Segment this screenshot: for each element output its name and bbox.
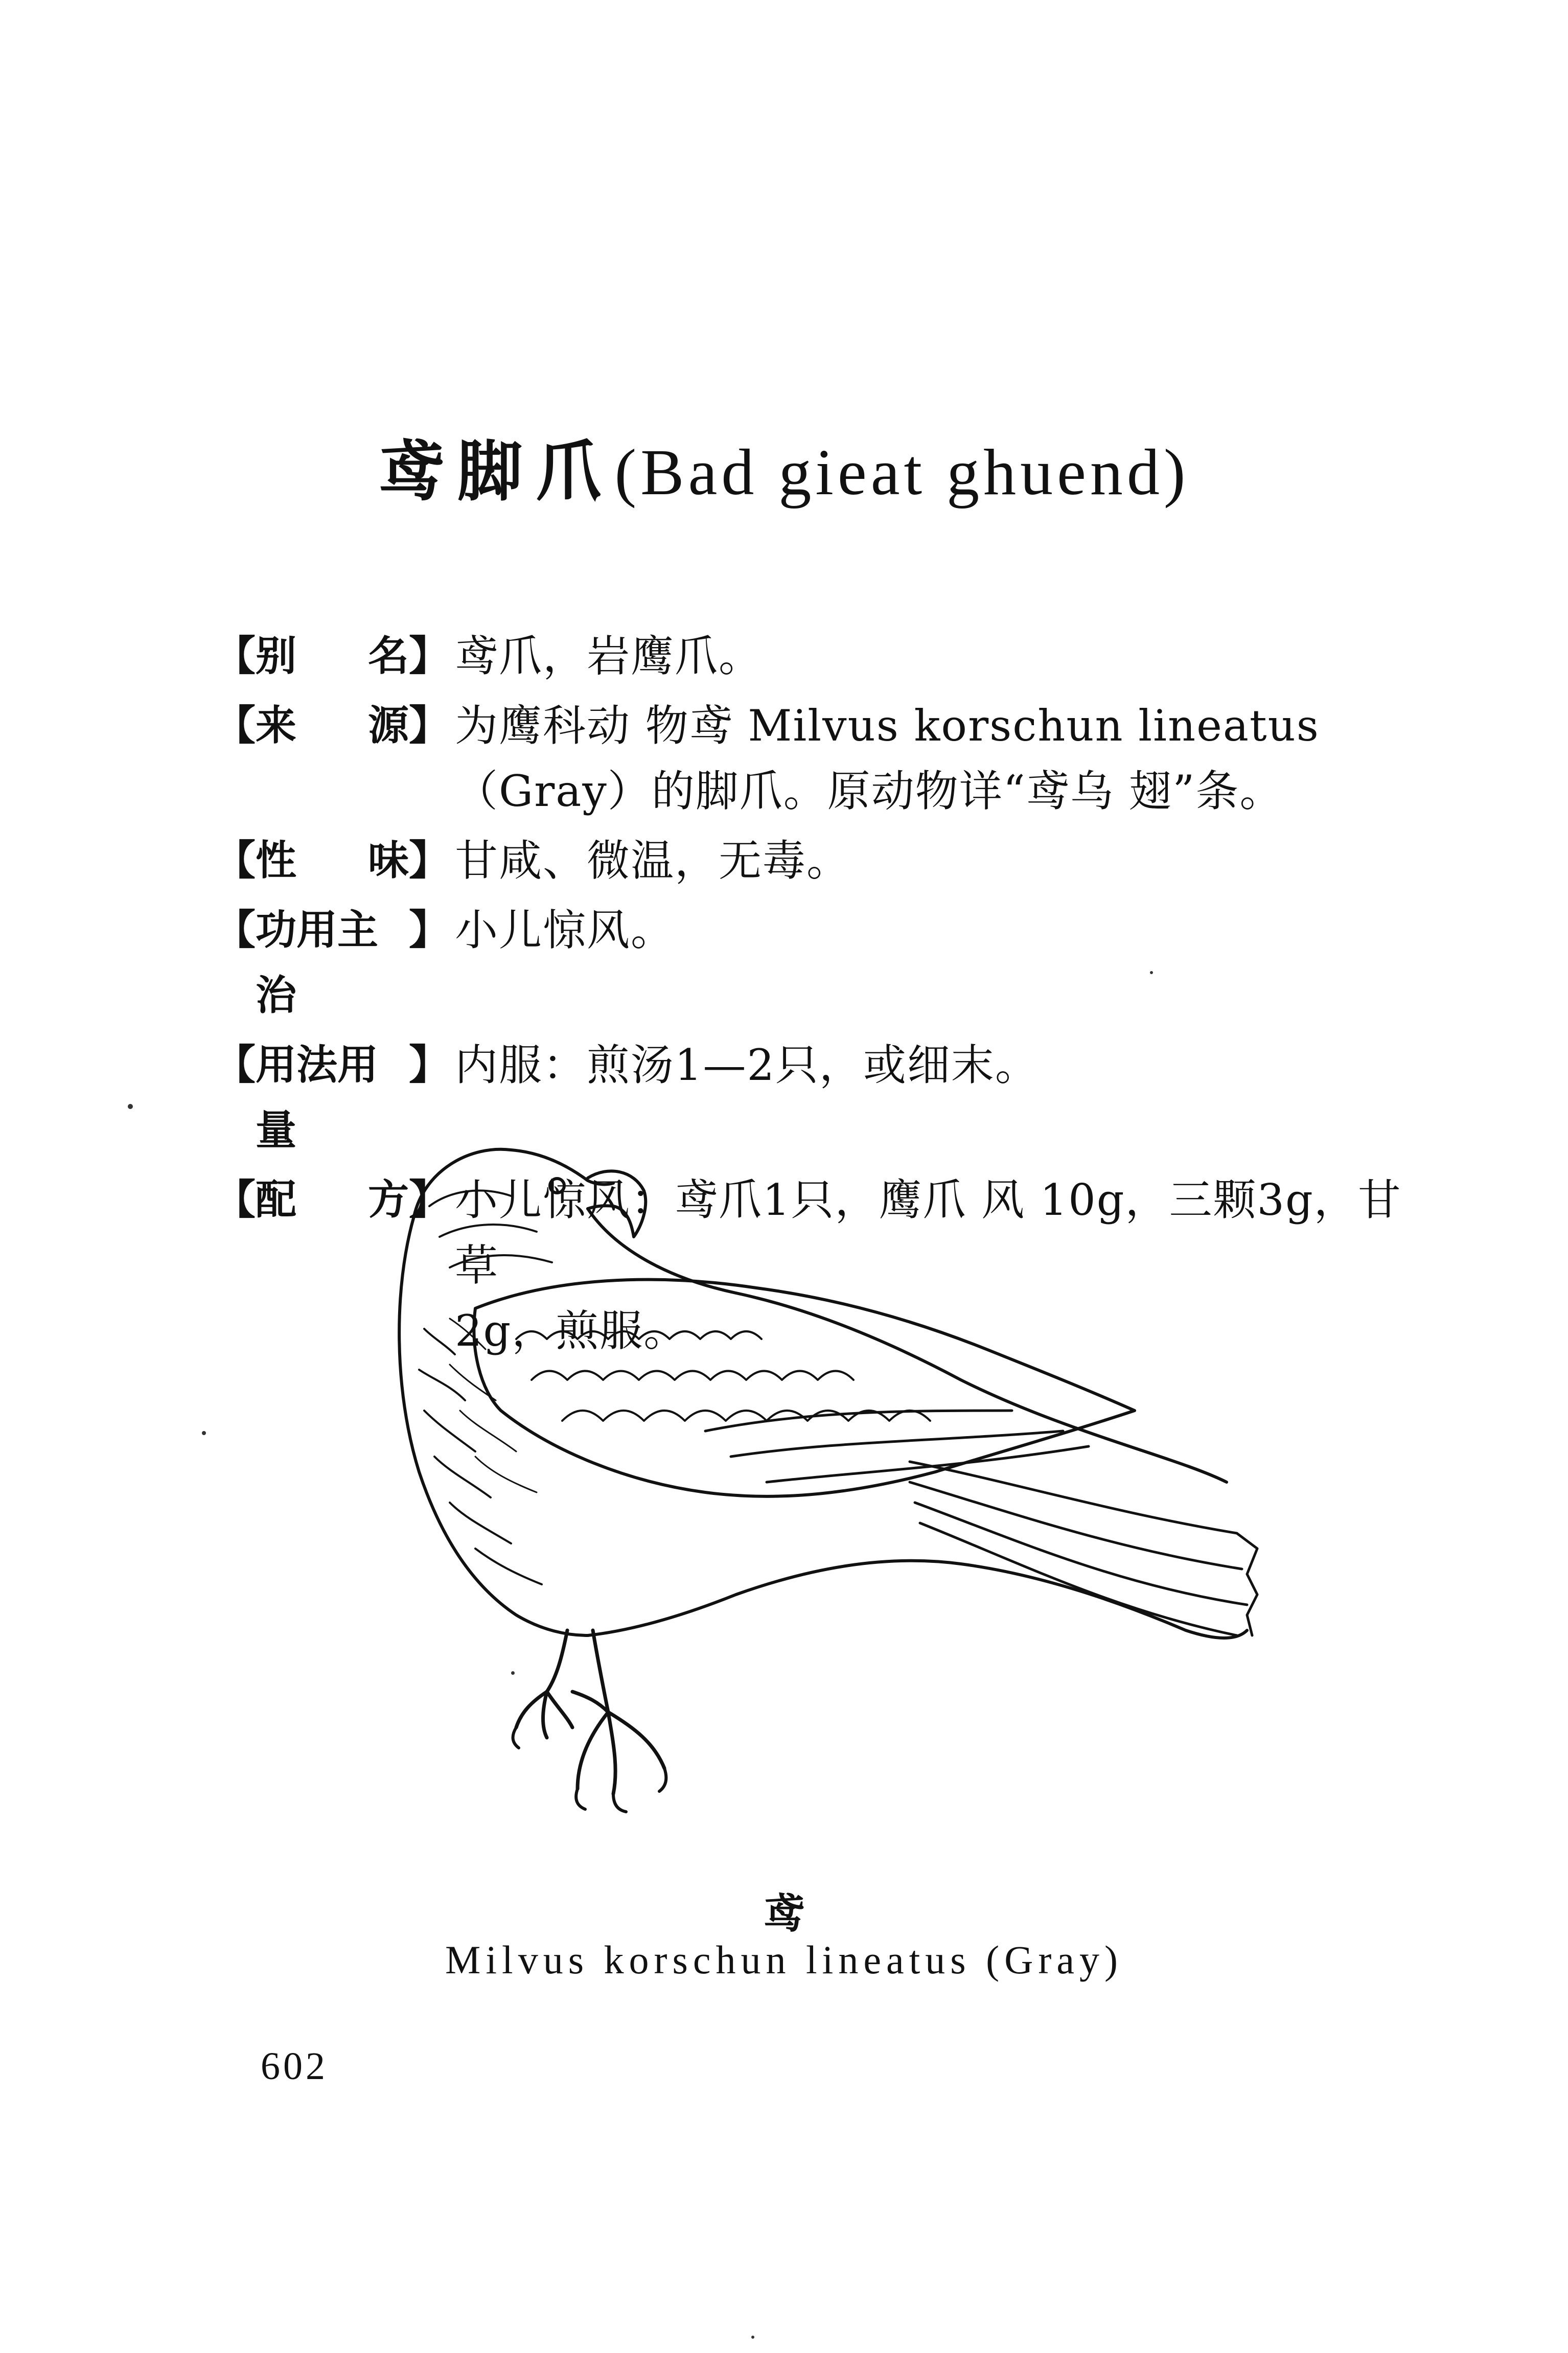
entry-content — [455, 897, 1441, 963]
scan-speck — [202, 1431, 206, 1435]
entry-label — [215, 624, 455, 689]
entry-alias — [215, 624, 1441, 689]
bracket-close: 】 — [409, 702, 450, 749]
entry-label — [215, 693, 455, 758]
content-line: 小儿惊风：鸢爪1只，鹰爪 风 10g，三颗3g，甘草 — [455, 1175, 1402, 1290]
page-number: 602 — [261, 2045, 328, 2088]
entry-content — [455, 1032, 1441, 1098]
entry-label — [215, 828, 455, 893]
kite-bird-illustration — [348, 1124, 1267, 1865]
scan-speck — [751, 2336, 754, 2339]
bracket-close: 】 — [409, 906, 450, 954]
content-line: 甘咸、微温，无毒。 — [455, 836, 851, 886]
entry-content — [455, 828, 1441, 893]
head-outline — [414, 1149, 613, 1216]
breast-outline — [399, 1216, 588, 1635]
entry-content — [455, 624, 1441, 689]
eye — [550, 1179, 564, 1193]
belly-outline — [588, 1561, 1247, 1638]
page-title — [0, 419, 1568, 513]
label-part: 来 — [256, 702, 296, 749]
label-part: 性 — [256, 837, 296, 884]
bracket-open: 【 — [215, 1176, 256, 1224]
entry-label — [215, 897, 455, 1028]
label-part: 味 — [368, 837, 409, 884]
beak — [588, 1171, 645, 1237]
title-chinese: 鸢脚爪 — [378, 434, 615, 510]
entry-source — [215, 693, 1441, 824]
legs — [547, 1630, 608, 1712]
bracket-open: 【 — [215, 1041, 256, 1089]
content-line: 鸢爪，岩鹰爪。 — [455, 631, 763, 681]
label-part: 别 — [256, 632, 296, 680]
label-part: 用法用量 — [256, 1041, 378, 1154]
bracket-open: 【 — [215, 837, 256, 884]
foot-right — [572, 1692, 664, 1794]
label-part: 功用主治 — [256, 906, 378, 1019]
bracket-close: 】 — [409, 1176, 450, 1224]
label-part: 名 — [368, 632, 409, 680]
label-part: 配 — [256, 1176, 296, 1224]
scan-speck — [1150, 971, 1153, 974]
scan-speck — [511, 1671, 515, 1675]
content-line: （Gray）的脚爪。原动物详“鸢乌 翅”条。 — [455, 766, 1284, 816]
title-latin: (Bad gieat ghuend) — [614, 436, 1190, 509]
entry-content — [455, 693, 1441, 824]
figure-caption-chinese: 鸢 — [764, 1890, 804, 1937]
content-line: 小儿惊风。 — [455, 905, 675, 955]
label-part: 源 — [368, 702, 409, 749]
bracket-close: 】 — [409, 632, 450, 680]
content-line: 2g，煎服。 — [455, 1306, 688, 1356]
content-line: 为鹰科动 物鸢 Milvus korschun lineatus — [455, 701, 1320, 751]
bracket-open: 【 — [215, 702, 256, 749]
foot-left — [516, 1692, 572, 1738]
scan-speck — [128, 1104, 133, 1109]
bracket-close: 】 — [409, 1041, 450, 1089]
figure-caption-latin: Milvus korschun lineatus (Gray) — [445, 1937, 1123, 1982]
bracket-open: 【 — [215, 632, 256, 680]
bracket-close: 】 — [409, 837, 450, 884]
entry-nature-taste — [215, 828, 1441, 893]
content-line: 内服：煎汤1—2只，或细末。 — [455, 1040, 1039, 1090]
bracket-open: 【 — [215, 906, 256, 954]
label-part: 方 — [368, 1176, 409, 1224]
entry-indications — [215, 897, 1441, 1028]
